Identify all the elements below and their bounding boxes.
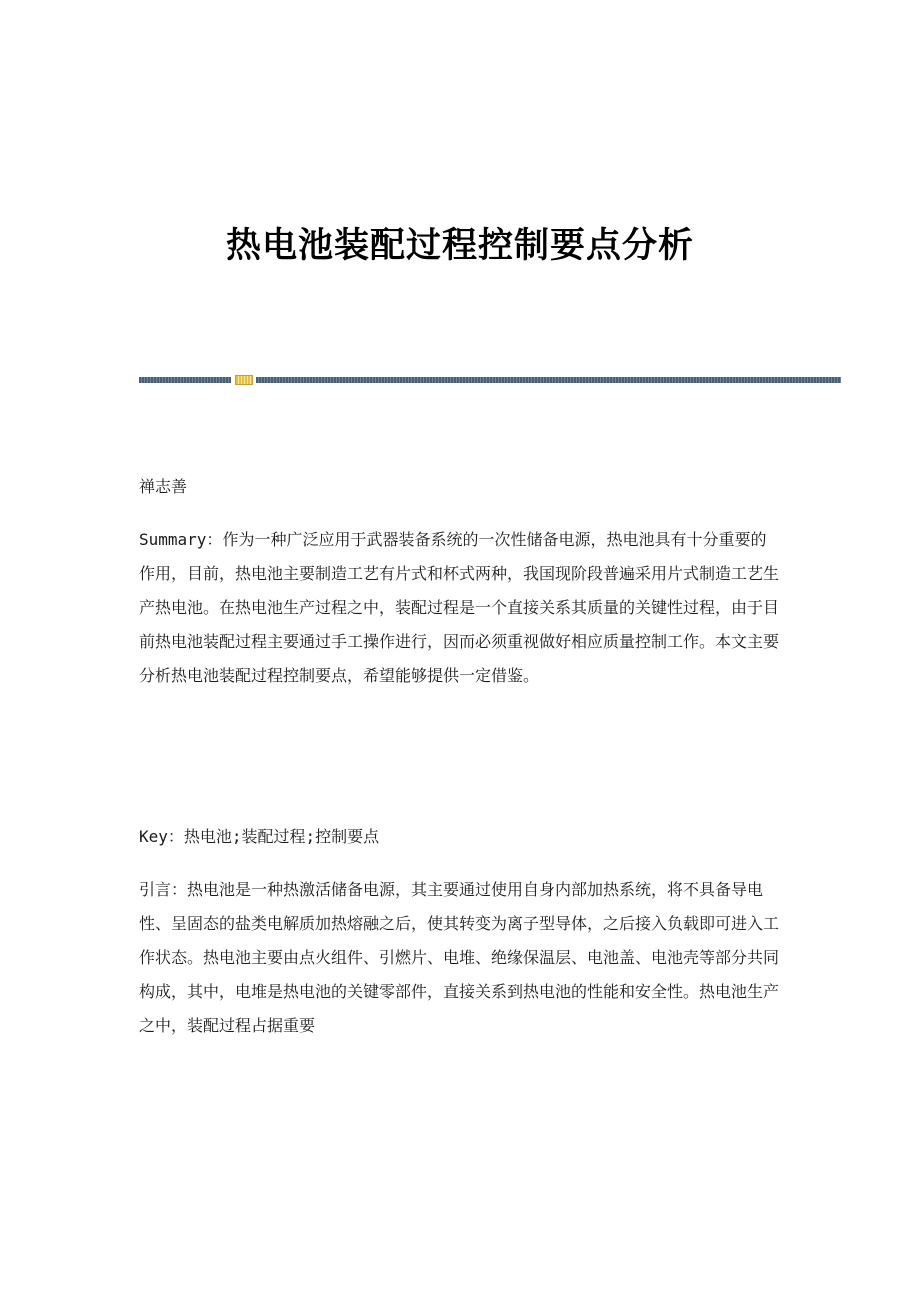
summary-text: 作为一种广泛应用于武器装备系统的一次性储备电源，热电池具有十分重要的作用，目前，热电池主要制造工艺有片式和杯式两种，我国现阶段普遍采用片式制造工艺生产热电池。在热电池生产过程之中，装配过程是一个直接关系其质量的关键性过程，由于目前热电池装配过程主要通过手工操作进行，因而必须重视做好相应质量控制工作。本文主要分析热电池装配过程控制要点，希望能够提供一定借鉴。	[139, 530, 780, 685]
summary-label: Summary：	[139, 530, 223, 549]
keywords-text: 热电池;装配过程;控制要点	[183, 827, 380, 846]
introduction-paragraph	[139, 873, 779, 1043]
document-title: 热电池装配过程控制要点分析	[225, 225, 694, 266]
summary-paragraph	[139, 523, 779, 693]
author-name: 禅志善	[139, 477, 188, 496]
introduction-text: 热电池是一种热激活储备电源，其主要通过使用自身内部加热系统，将不具备导电性、呈固态的盐类电解质加热熔融之后，使其转变为离子型导体，之后接入负载即可进入工作状态。热电池主要由点火组件、引燃片、电堆、绝缘保温层、电池盖、电池壳等部分共同构成，其中，电堆是热电池的关键零部件，直接关系到热电池的性能和安全性。热电池生产之中，装配过程占据重要	[139, 880, 780, 1035]
keywords-label: Key：	[139, 827, 184, 846]
keywords-paragraph	[139, 820, 779, 854]
introduction-label: 引言：	[139, 880, 188, 899]
divider-bar-right	[256, 377, 841, 383]
divider-emblem-icon	[235, 375, 253, 385]
divider-bar-left	[139, 377, 231, 383]
title-divider	[139, 375, 841, 385]
